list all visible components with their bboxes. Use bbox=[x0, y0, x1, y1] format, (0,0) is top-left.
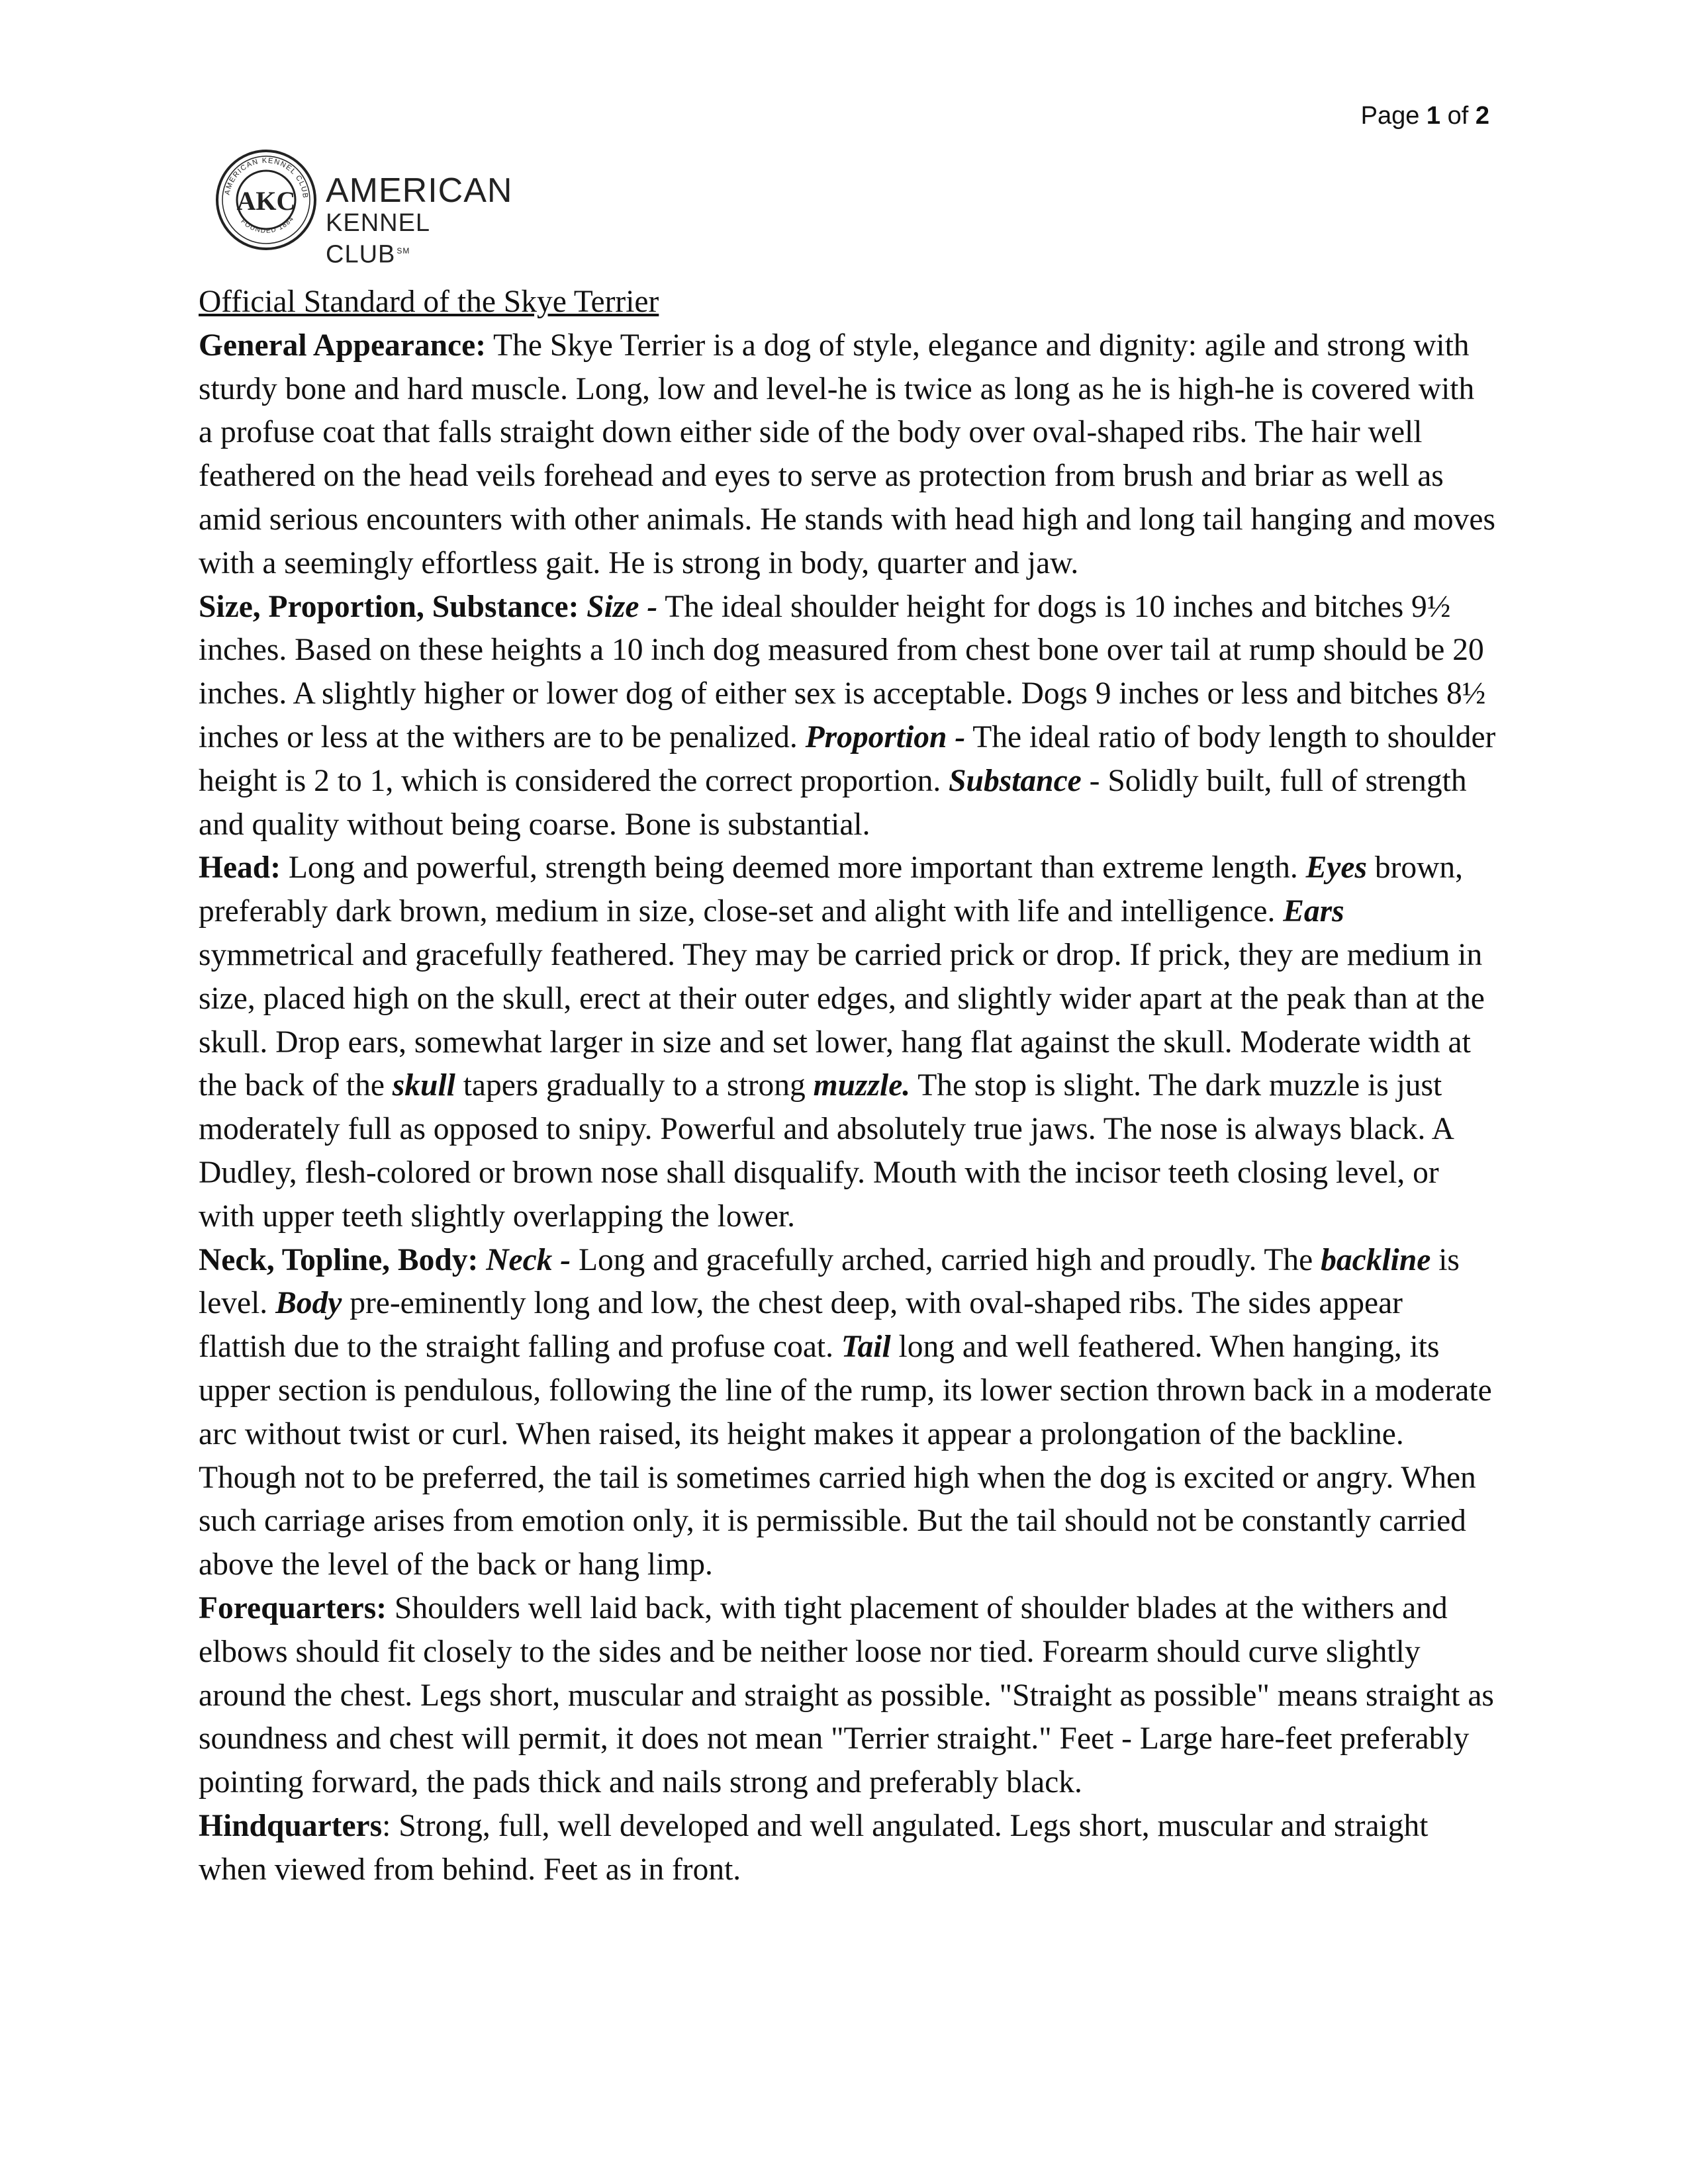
subheading-proportion: Proportion - bbox=[805, 719, 966, 754]
page-number: Page 1 of 2 bbox=[1360, 102, 1489, 130]
akc-seal-icon bbox=[213, 147, 319, 253]
section-text: The ideal shoulder height for dogs is 10 inches and bitches 9½ inches. Based on these heights a 10 inch dog measured from chest bone over tail at rump should be 20 inches. A slightly higher or lower dog of either sex is acceptable. Dogs 9 inches or less and bitches 8½ inches or less at the withers are to be penalized. bbox=[199, 589, 1486, 754]
subheading-eyes: Eyes bbox=[1305, 850, 1367, 886]
section-head bbox=[199, 846, 1496, 1238]
section-heading: Head: bbox=[199, 850, 281, 886]
section-general-appearance bbox=[199, 324, 1496, 586]
section-text: tapers gradually to a strong bbox=[455, 1068, 814, 1103]
subheading-ears: Ears bbox=[1283, 894, 1344, 929]
section-text: pre-eminently long and low, the chest deep, with oval-shaped ribs. The sides appear flattish due to the straight falling and profuse coat. bbox=[199, 1286, 1403, 1365]
section-size-proportion-substance bbox=[199, 586, 1496, 847]
standard-body bbox=[199, 281, 1496, 1891]
subheading-tail: Tail bbox=[841, 1330, 891, 1365]
section-text: is level. bbox=[199, 1242, 1460, 1321]
section-text: - Solidly built, full of strength and quality without being coarse. Bone is substantial. bbox=[199, 763, 1467, 842]
subheading-skull: skull bbox=[392, 1068, 455, 1103]
subheading-muzzle: muzzle. bbox=[813, 1068, 911, 1103]
section-heading: Size, Proportion, Substance: bbox=[199, 589, 579, 624]
subheading-neck: Neck - bbox=[486, 1242, 571, 1277]
akc-logo bbox=[213, 147, 518, 269]
section-text: Long and gracefully arched, carried high and proudly. The bbox=[571, 1242, 1321, 1277]
section-heading: Hindquarters bbox=[199, 1808, 383, 1843]
section-forequarters bbox=[199, 1587, 1496, 1805]
section-text: brown, preferably dark brown, medium in size, close-set and alight with life and intelligence. bbox=[199, 850, 1464, 929]
section-heading: General Appearance: bbox=[199, 328, 487, 363]
section-neck-topline-body bbox=[199, 1239, 1496, 1587]
svg-text:AMERICAN KENNEL CLUB: AMERICAN KENNEL CLUB bbox=[223, 156, 310, 200]
section-heading: Forequarters: bbox=[199, 1590, 387, 1625]
section-text: Shoulders well laid back, with tight placement of shoulder blades at the withers and elbows should fit closely to the sides and be neither loose nor tied. Forearm should curve slightly around the chest. Legs short, muscular and straight as possible. "Straight as possible" means straight as soundness and chest will permit, it does not mean "Terrier straight." Feet - Large hare-feet preferably pointing forward, the pads thick and nails strong and preferably black. bbox=[199, 1590, 1494, 1800]
section-text: : Strong, full, well developed and well angulated. Legs short, muscular and straight when viewed from behind. Feet as in front. bbox=[199, 1808, 1429, 1887]
section-text: Long and powerful, strength being deemed more important than extreme length. bbox=[281, 850, 1306, 886]
section-hindquarters bbox=[199, 1805, 1496, 1892]
svg-text:AKC: AKC bbox=[236, 186, 296, 216]
section-text: The ideal ratio of body length to shoulder height is 2 to 1, which is considered the correct proportion. bbox=[199, 719, 1496, 798]
document-title: Official Standard of the Skye Terrier bbox=[199, 285, 659, 319]
subheading-substance: Substance bbox=[949, 763, 1082, 798]
section-text: The stop is slight. The dark muzzle is just moderately full as opposed to snipy. Powerful and absolutely true jaws. The nose is always black. A Dudley, flesh-colored or brown nose shall disqualify. Mouth with the incisor teeth closing level, or with upper teeth slightly overlapping the lower. bbox=[199, 1068, 1453, 1234]
section-text: symmetrical and gracefully feathered. They may be carried prick or drop. If prick, they are medium in size, placed high on the skull, erect at their outer edges, and slightly wider apart at the peak than at the skull. Drop ears, somewhat larger in size and set lower, hang flat against the skull. Moderate width at the back of the bbox=[199, 937, 1485, 1103]
logo-wordmark: AMERICAN KENNEL CLUB ℠ bbox=[326, 171, 513, 269]
subheading-backline: backline bbox=[1321, 1242, 1431, 1277]
section-text: long and well feathered. When hanging, its upper section is pendulous, following the line of the rump, its lower section thrown back in a moderate arc without twist or curl. When raised, its height makes it appear a prolongation of the backline. Though not to be preferred, the tail is sometimes carried high when the dog is excited or angry. When such carriage arises from emotion only, it is permissible. But the tail should not be constantly carried above the level of the back or hang limp. bbox=[199, 1330, 1492, 1582]
subheading-body: Body bbox=[275, 1286, 342, 1321]
svg-text:FOUNDED 1884: FOUNDED 1884 bbox=[239, 214, 296, 235]
subheading-size: Size - bbox=[586, 589, 658, 624]
section-heading: Neck, Topline, Body: bbox=[199, 1242, 479, 1277]
section-text: The Skye Terrier is a dog of style, elegance and dignity: agile and strong with sturdy bone and hard muscle. Long, low and level-he is twice as long as he is high-he is covered with a profuse coat that falls straight down either side of the body over oval-shaped ribs. The hair well feathered on the head veils forehead and eyes to serve as protection from brush and briar as well as amid serious encounters with other animals. He stands with head high and long tail hanging and moves with a seemingly effortless gait. He is strong in body, quarter and jaw. bbox=[199, 328, 1495, 580]
